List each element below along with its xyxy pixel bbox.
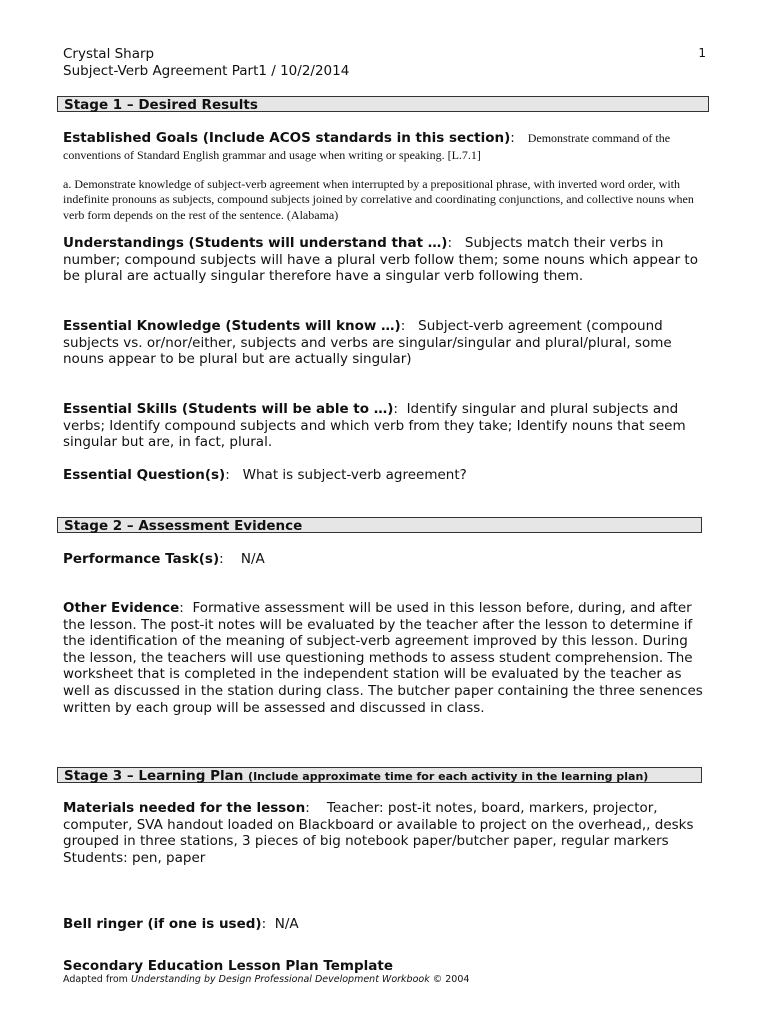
- materials-label: Materials needed for the lesson: [63, 800, 306, 816]
- stage-1-title: Stage 1 – Desired Results: [64, 97, 258, 113]
- understandings-sep: :: [447, 235, 453, 251]
- adapted-prefix: Adapted from: [63, 974, 131, 985]
- task-sep: :: [219, 551, 224, 567]
- task-label: Performance Task(s): [63, 551, 220, 567]
- skills-sep: :: [393, 401, 398, 417]
- essential-question: [63, 467, 708, 484]
- goals-text: Demonstrate command of the conventions of Standard English grammar and usage when writing or speaking. [L.7.1]: [63, 131, 671, 162]
- performance-tasks: [63, 551, 708, 568]
- stage-2-heading: [57, 517, 702, 533]
- stage-3-heading: [57, 767, 702, 783]
- materials-students: Students: pen, paper: [63, 849, 206, 866]
- question-label: Essential Question(s): [63, 467, 226, 483]
- understandings-text: Subjects match their verbs in number; compound subjects will have a plural verb follow them; some nouns which appear to be plural are actually singular therefore have a singular verb following them.: [63, 235, 698, 285]
- author-name: Crystal Sharp: [63, 46, 155, 62]
- understandings-label: Understandings (Students will understand that …): [63, 235, 448, 251]
- knowledge-label: Essential Knowledge (Students will know …): [63, 318, 401, 334]
- evidence-label: Other Evidence: [63, 600, 180, 616]
- bell-sep: :: [261, 916, 267, 932]
- skills-text: Identify singular and plural subjects and verbs; Identify compound subjects and which verb from they take; Identify nouns that seem singular but are, in fact, plural.: [63, 401, 686, 451]
- question-text: What is subject-verb agreement?: [242, 467, 467, 483]
- stage-3-note: (Include approximate time for each activity in the learning plan): [248, 770, 649, 783]
- established-goals: [63, 130, 708, 163]
- bell-ringer: [63, 916, 708, 933]
- document-subtitle: Subject-Verb Agreement Part1 / 10/2/2014: [63, 63, 350, 79]
- materials: [63, 800, 708, 866]
- task-text: N/A: [240, 551, 265, 567]
- essential-knowledge: [63, 318, 708, 368]
- bell-label: Bell ringer (if one is used): [63, 916, 262, 932]
- question-sep: :: [225, 467, 230, 483]
- stage-2-title: Stage 2 – Assessment Evidence: [64, 518, 303, 534]
- evidence-text: Formative assessment will be used in this lesson before, during, and after the lesson. The post-it notes will be evaluated by the teacher after the lesson to determine if the identification of the meaning of subject-verb agreement improved by this lesson. During the lesson, the teachers will use questioning methods to assess student comprehension. The worksheet that is completed in the independent station will be evaluated by the teacher as well as discussed in the station during class. The butcher paper containing the three senences written by each group will be assessed and discussed in class.: [63, 600, 703, 716]
- understandings: [63, 235, 708, 285]
- bell-text: N/A: [274, 916, 299, 932]
- adapted-source: Understanding by Design Professional Development Workbook: [130, 974, 430, 985]
- other-evidence: [63, 600, 708, 716]
- page-number: 1: [698, 46, 706, 60]
- knowledge-sep: :: [400, 318, 406, 334]
- stage-3-title: Stage 3 – Learning Plan: [64, 768, 244, 784]
- goals-detail: a. Demonstrate knowledge of subject-verb agreement when interrupted by a prepositional phrase, with inverted word order, with indefinite pronouns as subjects, compound subjects joined by correlative and coordinating conjunctions, and collective nouns when verb form depends on the rest of the sentence. (Alabama): [63, 177, 694, 222]
- knowledge-text: Subject-verb agreement (compound subjects vs. or/nor/either, subjects and verbs are singular/singular and plural/plural, some nouns appear to be plural but are actually singular): [63, 318, 672, 368]
- skills-label: Essential Skills (Students will be able to …): [63, 401, 394, 417]
- adapted-suffix: © 2004: [429, 974, 470, 985]
- template-title: Secondary Education Lesson Plan Template: [63, 958, 393, 974]
- essential-skills: [63, 401, 708, 451]
- materials-text: Teacher: post-it notes, board, markers, projector, computer, SVA handout loaded on Blackboard or available to project on the overhead,, desks grouped in three stations, 3 pieces of big notebook paper/butcher paper, regular markers: [63, 800, 694, 850]
- stage-1-heading: [57, 96, 709, 112]
- materials-sep: :: [305, 800, 310, 816]
- adapted-from-note: [63, 974, 469, 985]
- evidence-sep: :: [179, 600, 184, 616]
- goals-sep: :: [510, 130, 515, 146]
- goals-label: Established Goals (Include ACOS standards in this section): [63, 130, 511, 146]
